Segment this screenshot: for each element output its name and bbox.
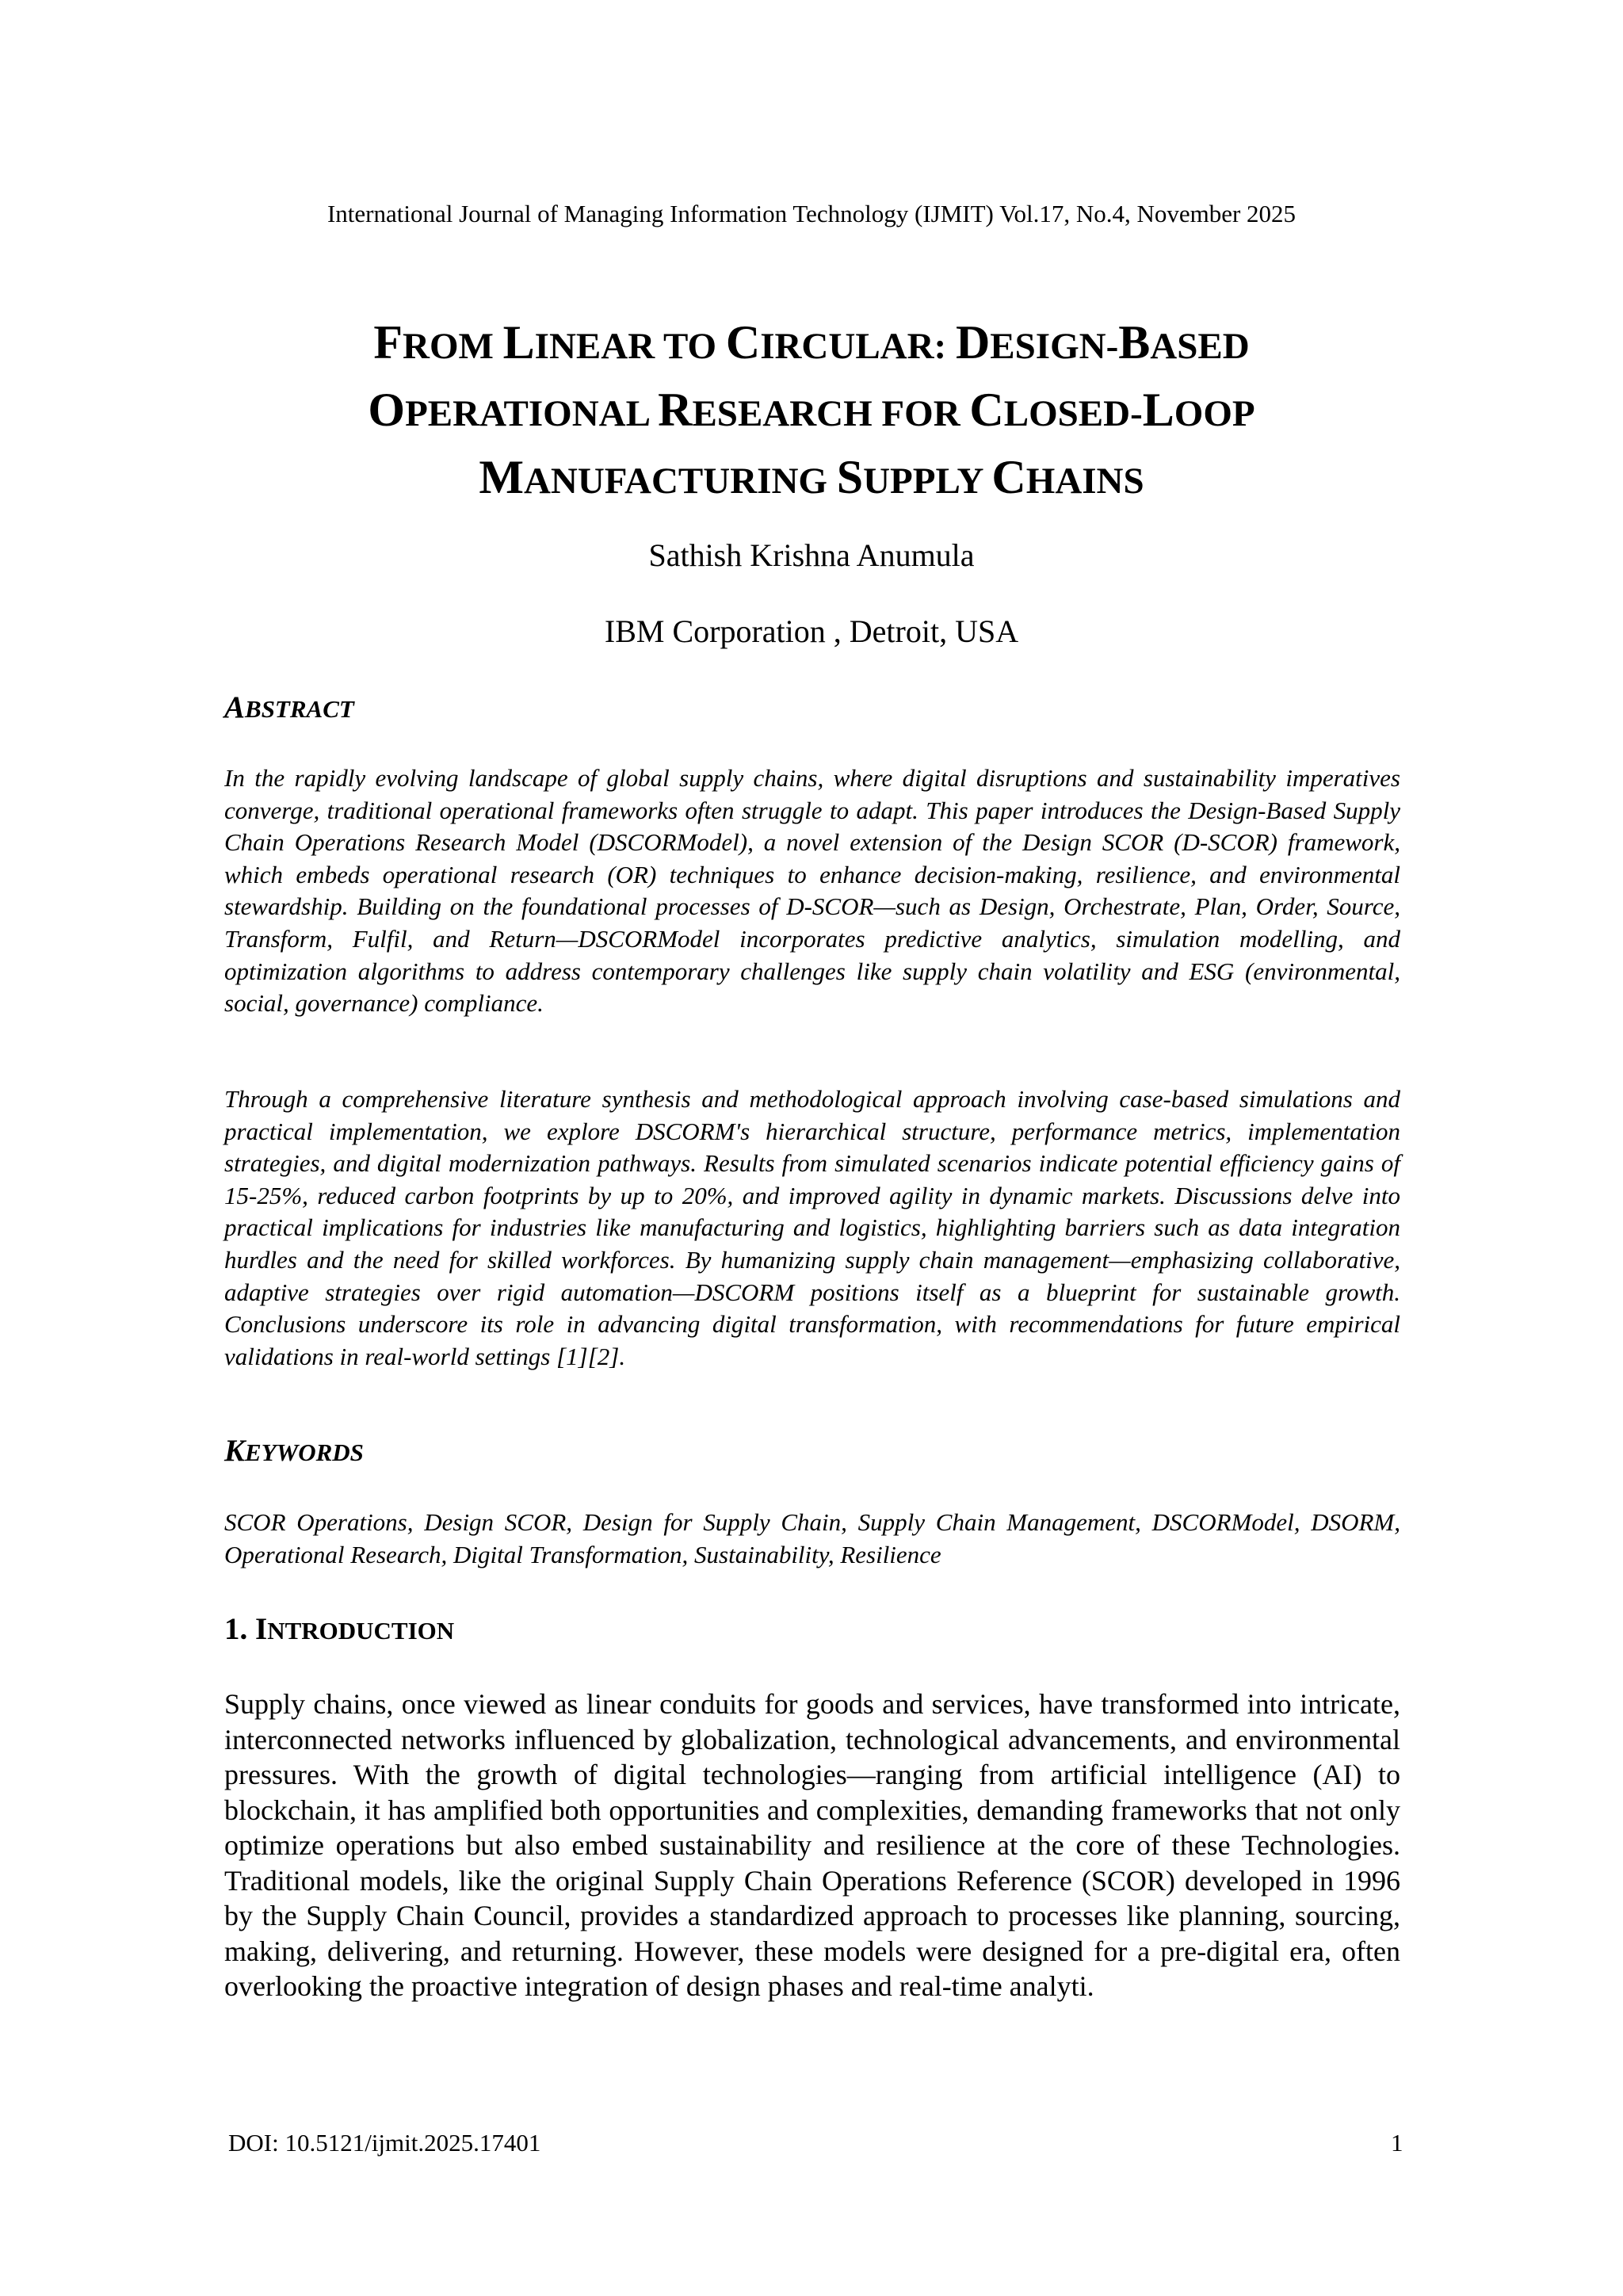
title-word: S xyxy=(836,451,864,503)
title-word: D xyxy=(955,316,991,369)
abstract-heading-rest: BSTRACT xyxy=(245,695,354,723)
title-word: B xyxy=(1118,316,1151,369)
title-word: HAINS xyxy=(1025,460,1144,502)
page-number: 1 xyxy=(1391,2129,1403,2157)
title-word: M xyxy=(479,451,524,503)
title-word: O xyxy=(368,384,406,436)
title-word: F xyxy=(373,316,403,369)
title-word: C xyxy=(991,451,1026,503)
title-word: L xyxy=(502,316,535,369)
title-word: ROM xyxy=(403,326,503,367)
title-line-2 xyxy=(230,378,1393,445)
keywords-list: SCOR Operations, Design SCOR, Design for Supply Chain, Supply Chain Management, DSCORModel, DSORM, Operational Research, Digital Transformation, Sustainability, Resilience xyxy=(224,1508,1400,1568)
keywords-heading-cap: K xyxy=(224,1434,246,1468)
title-word: ESIGN- xyxy=(990,326,1119,367)
title-word: OOP xyxy=(1174,393,1255,434)
author-affiliation: IBM Corporation , Detroit, USA xyxy=(604,613,1019,649)
title-word: R xyxy=(658,384,693,436)
abstract-heading-cap: A xyxy=(224,690,246,724)
introduction-heading xyxy=(224,1609,454,1654)
keywords-heading-rest: EYWORDS xyxy=(245,1438,364,1466)
title-word: INEAR TO xyxy=(534,326,726,367)
title-word: ESEARCH FOR xyxy=(692,393,970,434)
keywords-heading xyxy=(224,1431,364,1475)
author-name: Sathish Krishna Anumula xyxy=(648,537,975,573)
title-word: C xyxy=(725,316,761,369)
section-number: 1. xyxy=(224,1612,255,1646)
abstract-paragraph-1: In the rapidly evolving landscape of global supply chains, where digital disruptions and sustainability imperatives converge, traditional operational frameworks often struggle to adapt. This paper introduces the Design-Based Supply Chain Operations Research Model (DSCORModel), a novel extension of the Design SCOR (D-SCOR) framework, which embeds operational research (OR) techniques to enhance decision-making, resilience, and environmental stewardship. Building on the foundational processes of D-SCOR—such as Design, Orchestrate, Plan, Order, Source, Transform, Fulfil, and Return—DSCORModel incorporates predictive analytics, simulation modelling, and optimization algorithms to address contemporary challenges like supply chain volatility and ESG (environmental, social, governance) compliance. xyxy=(224,764,1400,1018)
introduction-heading-cap: I xyxy=(255,1612,268,1646)
title-line-1 xyxy=(230,311,1393,378)
title-word: ANUFACTURING xyxy=(523,460,837,502)
abstract-heading xyxy=(224,688,354,732)
paper-title xyxy=(230,311,1393,513)
title-word: L xyxy=(1142,384,1174,436)
title-word: ASED xyxy=(1150,326,1250,367)
title-word: C xyxy=(969,384,1004,436)
title-word: IRCULAR: xyxy=(760,326,956,367)
title-line-3 xyxy=(230,445,1393,513)
running-header: International Journal of Managing Information Technology (IJMIT) Vol.17, No.4, November 2025 xyxy=(327,200,1296,227)
introduction-paragraph: Supply chains, once viewed as linear conduits for goods and services, have transformed into intricate, interconnected networks influenced by globalization, technological advancements, and environmental pressures. With the growth of digital technologies—ranging from artificial intelligence (AI) to blockchain, it has amplified both opportunities and complexities, demanding frameworks that not only optimize operations but also embed sustainability and resilience at the core of these Technologies. Traditional models, like the original Supply Chain Operations Reference (SCOR) developed in 1996 by the Supply Chain Council, provides a standardized approach to processes like planning, sourcing, making, delivering, and returning. However, these models were designed for a pre-digital era, often overlooking the proactive integration of design phases and real-time analyti. xyxy=(224,1688,1400,2002)
title-word: UPPLY xyxy=(863,460,992,502)
footer-doi[interactable]: DOI: 10.5121/ijmit.2025.17401 xyxy=(228,2129,541,2157)
abstract-paragraph-2: Through a comprehensive literature synthesis and methodological approach involving case-based simulations and practical implementation, we explore DSCORM's hierarchical structure, performance metrics, implementation strategies, and digital modernization pathways. Results from simulated scenarios indicate potential efficiency gains of 15-25%, reduced carbon footprints by up to 20%, and improved agility in dynamic markets. Discussions delve into practical implications for industries like manufacturing and logistics, highlighting barriers such as data integration hurdles and the need for skilled workforces. By humanizing supply chain management—emphasizing collaborative, adaptive strategies over rigid automation—DSCORM positions itself as a blueprint for sustainable growth. Conclusions underscore its role in advancing digital transformation, with recommendations for future empirical validations in real-world settings [1][2]. xyxy=(224,1085,1400,1370)
introduction-heading-rest: NTRODUCTION xyxy=(267,1617,455,1645)
title-word: PERATIONAL xyxy=(405,393,659,434)
title-word: LOSED- xyxy=(1003,393,1143,434)
